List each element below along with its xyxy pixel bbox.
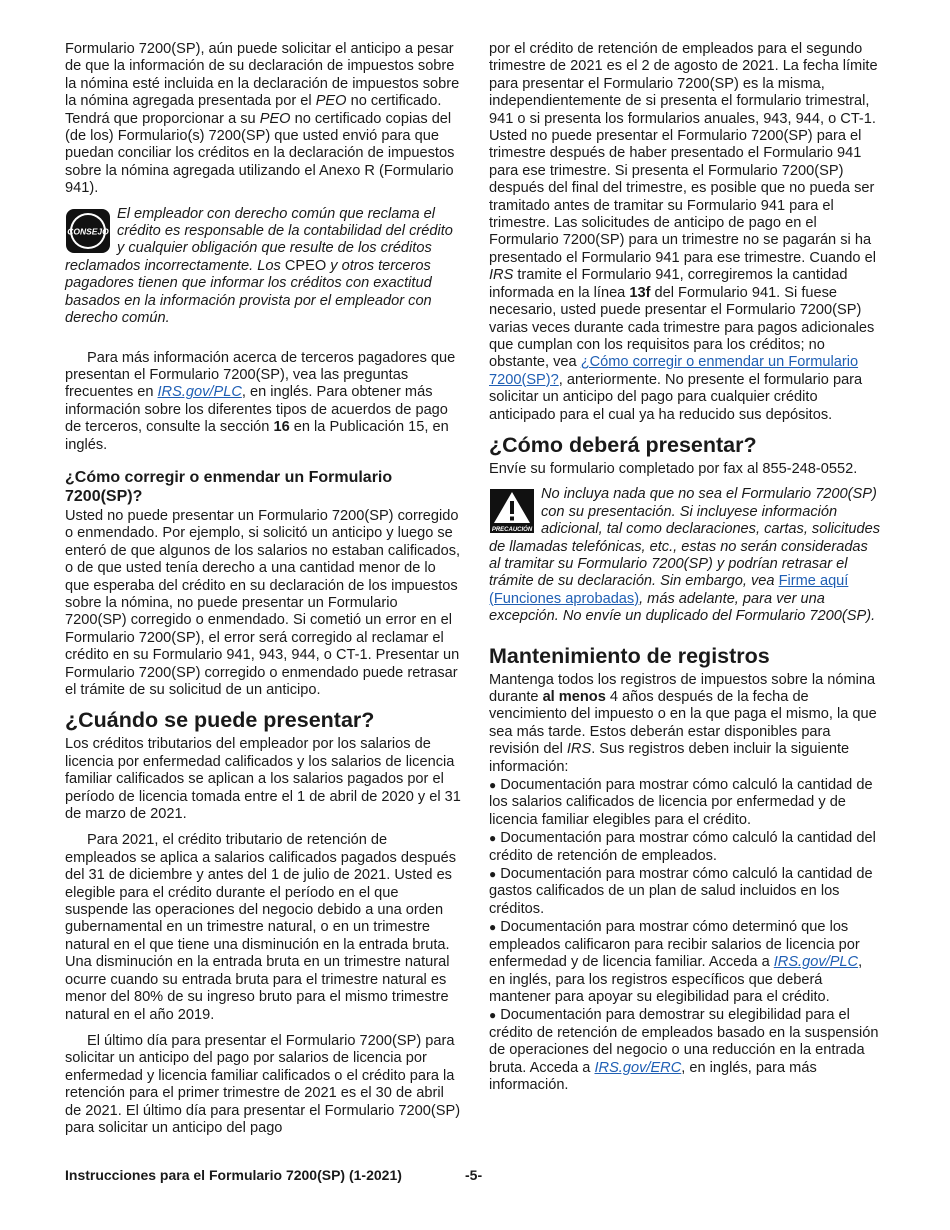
- footer-title: Instrucciones para el Formulario 7200(SP) (1-2021): [65, 1167, 402, 1183]
- list-item: ● Documentación para mostrar cómo determinó que los empleados calificaron para recibir salarios de licencia por enfermedad y de licencia familiar. Acceda a IRS.gov/PLC, en inglés, para los registros específicos que deberá mantener para apoyar su elegibilidad para el crédito.: [489, 919, 863, 1005]
- list-item: ● Documentación para mostrar cómo calculó la cantidad de los salarios calificados de licencia por enfermedad y de licencia familiar elegibles para el crédito.: [489, 777, 873, 828]
- link-irs-erc[interactable]: IRS.gov/ERC: [594, 1059, 682, 1076]
- link-correct-form[interactable]: ¿Cómo corregir o enmendar un Formulario 7200(SP)?: [489, 354, 859, 388]
- paragraph-credits-period: Los créditos tributarios del empleador por los salarios de licencia por enfermedad calificados y los salarios de licencia familiar calificados se aplican a los salarios pagados por el período de licencia tomada entre el 1 de abril de 2020 y el 31 de marzo de 2021.: [65, 736, 461, 823]
- heading-when-file: ¿Cuándo se puede presentar?: [65, 708, 375, 733]
- tip-note: CONSEJO El empleador con derecho común que reclama el crédito es responsable de la contabilidad del crédito y cualquier obligación que resulte de los créditos reclamados incorrectamente. Los CPEO y otros terceros pagadores tienen que informar los créditos con exactitud basados en la información provista por el empleador con derecho común.: [65, 205, 453, 327]
- paragraph-deadline-cont: por el crédito de retención de empleados para el segundo trimestre de 2021 es el 2 de agosto de 2021. La fecha límite para presentar el Formulario 7200(SP) es la misma, independientemente de si presenta el formulario trimestral, 941 o si presenta los formularios anuales, 943, 944, o CT-1. Usted no puede presentar el Formulario 7200(SP) para el trimestre después de haber presentado el Formulario 941 para ese trimestre. Si presenta el Formulario 7200(SP) después del final del trimestre, es posible que no pueda ser tramitado antes de tramitar su Formulario 941 para el trimestre. Las solicitudes de anticipo de pago en el Formulario 7200(SP) para un trimestre no se pagarán si ha presentado el Formulario 941 para ese trimestre. Cuando el IRS tramite el Formulario 941, corregiremos la cantidad informada en la línea 13f del Formulario 941. Si fuese necesario, usted puede presentar el Formulario 7200(SP) varias veces durante cada trimestre para pagos adicionales que cumplan con los requisitos para los créditos; no obstante, vea ¿Cómo corregir o enmendar un Formulario 7200(SP)?, anteriormente. No presente el formulario para solicitar un anticipo del pago para cualquier crédito anticipado para el cual ya ha reducido sus depósitos.: [489, 41, 878, 423]
- caution-note: PRECAUCIÓN No incluya nada que no sea el Formulario 7200(SP) con su presentación. Si incluyese información adicional, tal como declaraciones, cartas, solicitudes de llamadas telefónicas, etc., estas no serán consideradas al tramitar su Formulario 7200(SP) y podrían retrasar el trámite de su declaración. Sin embargo, vea Firme aquí (Funciones aprobadas), más adelante, para ver una excepción. No envíe un duplicado del Formulario 7200(SP).: [489, 486, 881, 625]
- list-item: ● Documentación para demostrar su elegibilidad para el crédito de retención de empleados basado en la suspensión de operaciones del negocio o una reducción en la entrada bruta. Acceda a IRS.gov/ERC, en inglés, para más información.: [489, 1007, 879, 1093]
- caution-icon: [489, 488, 535, 534]
- heading-how-file: ¿Cómo deberá presentar?: [489, 432, 757, 457]
- consejo-icon: [65, 208, 111, 254]
- svg-text:PRECAUCIÓN: PRECAUCIÓN: [491, 527, 533, 534]
- paragraph-recordkeeping: Mantenga todos los registros de impuestos sobre la nómina durante al menos 4 años después de la fecha de vencimiento del impuesto o en la que paga el mismo, la que sea más tarde. Estos deberán estar disponibles para revisión del IRS. Sus registros deben incluir la siguiente información:: [489, 671, 877, 775]
- heading-correct-form: ¿Cómo corregir o enmendar un Formulario 7200(SP)?: [65, 468, 393, 505]
- heading-recordkeeping: Mantenimiento de registros: [489, 643, 770, 668]
- paragraph-correct-form: Usted no puede presentar un Formulario 7200(SP) corregido o enmendado. Por ejemplo, si solicitó un anticipo y luego se enteró de que algunos de los salarios no estaban calificados, o de que usted tenía derecho a una cantidad menor de lo que esperaba del crédito en su declaración de los impuestos sobre la nómina, no puede presentar un Formulario 7200(SP) corregido o enmendado. Si cometió un error en el Formulario 7200(SP), el error será corregido al reclamar el crédito en su Formulario 941, 943, 944, o CT-1. Presentar un Formulario 7200(SP) corregido o enmendado puede retrasar el trámite de su solicitud de un anticipo.: [65, 507, 461, 698]
- paragraph-deadline: El último día para presentar el Formulario 7200(SP) para solicitar un anticipo del pago por salarios de licencia por enfermedad y licencia familiar calificados o el crédito para la retención para el primer trimestre de 2021 es el 30 de abril de 2021. El último día para presentar el Formulario 7200(SP) para solicitar un anticipo del pago: [65, 1032, 461, 1136]
- svg-text:CONSEJO: CONSEJO: [67, 226, 109, 237]
- paragraph-third-party: Para más información acerca de terceros pagadores que presentan el Formulario 7200(SP), vea las preguntas frecuentes en IRS.gov/PLC, en inglés. Para obtener más información sobre los diferentes tipos de acuerdos de pago de terceros, consulte la sección 16 en la Publicación 15, en inglés.: [65, 349, 456, 453]
- link-firme-aqui[interactable]: Firme aquí (Funciones aprobadas): [489, 573, 849, 607]
- list-item: ● Documentación para mostrar cómo calculó la cantidad de gastos calificados de un plan de salud incluidos en los créditos.: [489, 866, 873, 917]
- paragraph-peo: Formulario 7200(SP), aún puede solicitar el anticipo a pesar de que la información de su declaración de impuestos sobre la nómina esté incluida en la declaración de impuestos sobre la nómina agregada presentada por el PEO no certificado. Tendrá que proporcionar a su PEO no certificado copias del (de los) Formulario(s) 7200(SP) que usted envió para que puedan conciliar los créditos en la declaración de impuestos sobre la nómina agregada utilizando el Anexo R (Formulario 941).: [65, 41, 460, 197]
- page-number: -5-: [465, 1167, 483, 1183]
- right-column: [489, 41, 881, 1094]
- link-irs-plc-2[interactable]: IRS.gov/PLC: [773, 954, 859, 971]
- list-item: ● Documentación para mostrar cómo calculó la cantidad del crédito de retención de empleados.: [489, 830, 876, 864]
- paragraph-retention-credit: Para 2021, el crédito tributario de retención de empleados se aplica a salarios calificados pagados después del 31 de diciembre y antes del 1 de julio de 2021. Usted es elegible para el crédito durante el período en el que suspende las operaciones del negocio debido a una orden gubernamental en un trimestre natural, o en un trimestre natural en el que tiene una disminución en la entrada bruta. Una disminución en la entrada bruta en un trimestre natural ocurre cuando su entrada bruta para el trimestre natural es menor del 80% de su ingreso bruto para el mismo trimestre natural en el año 2019.: [65, 832, 457, 1023]
- paragraph-fax: Envíe su formulario completado por fax al 855-248-0552.: [489, 460, 858, 477]
- page-footer: [65, 1167, 881, 1183]
- link-irs-plc[interactable]: IRS.gov/PLC: [157, 384, 242, 401]
- left-column: [65, 41, 462, 1137]
